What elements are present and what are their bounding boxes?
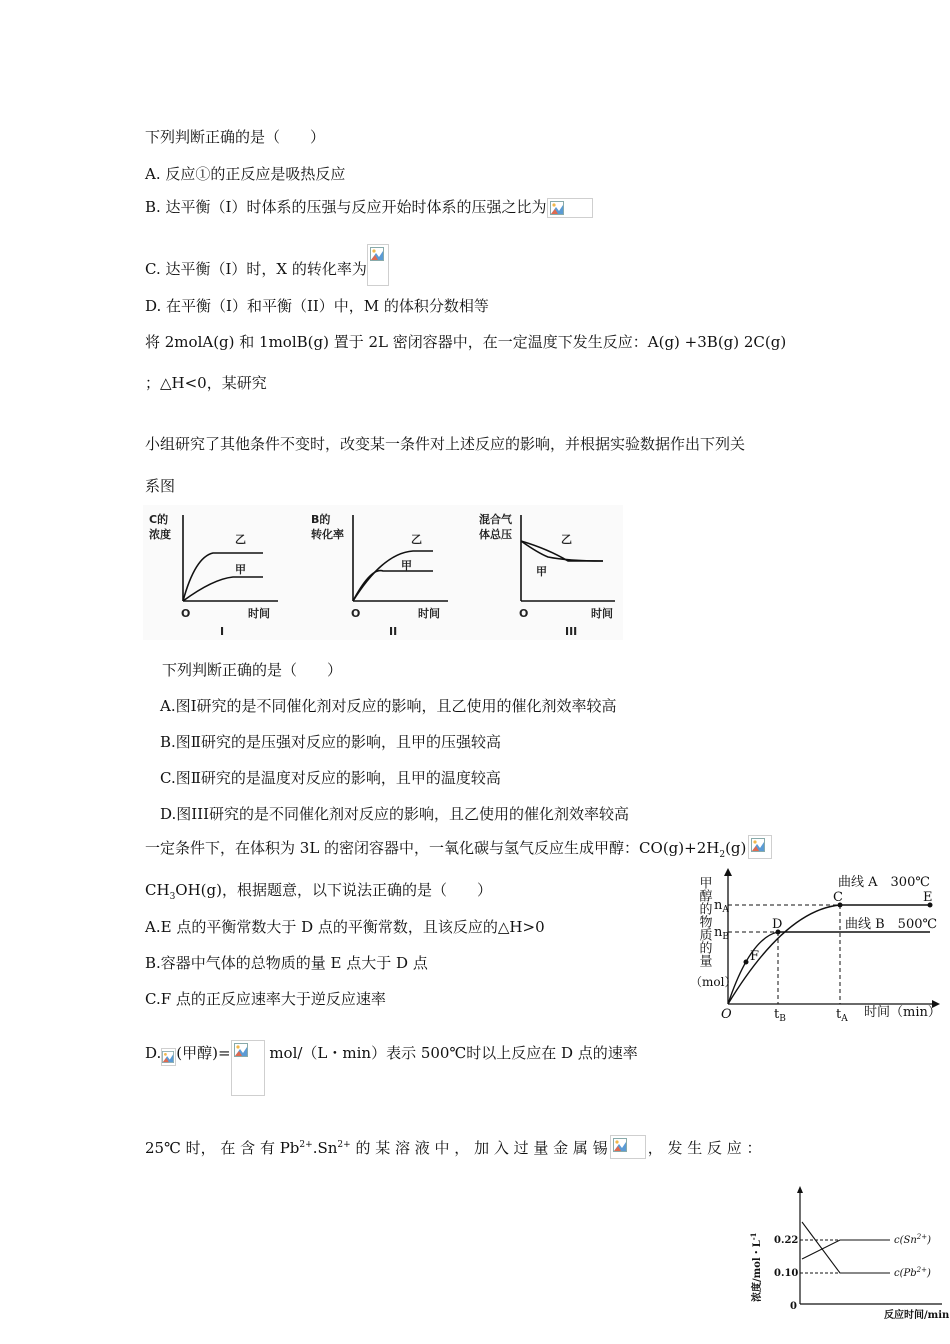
g2-origin: O xyxy=(351,607,361,620)
q4-curve-sn xyxy=(802,1240,890,1259)
q4-graph-xlabel: 反应时间/min xyxy=(884,1310,950,1321)
g2-ylabel2: 转化率 xyxy=(311,528,344,541)
q3-option-d-post: mol/（L・min）表示 500℃时以上反应在 D 点的速率 xyxy=(264,1044,638,1062)
q2-line2: ；△H<0，某研究 xyxy=(145,374,267,392)
q3-option-d-mid: (甲醇)= xyxy=(176,1044,231,1062)
q2-option-a: A.图Ⅰ研究的是不同催化剂对反应的影响，且乙使用的催化剂效率较高 xyxy=(160,697,617,715)
q2-option-d: D.图III研究的是不同催化剂对反应的影响，且乙使用的催化剂效率较高 xyxy=(160,805,630,823)
q3-graph-xlabel: 时间（min） xyxy=(864,1005,941,1020)
g1-origin: O xyxy=(181,607,191,620)
g1-roman: I xyxy=(220,625,225,638)
q3-curve-b-label: 曲线 B 500℃ xyxy=(845,917,938,932)
q3-label-tb: $t_B$ xyxy=(774,1007,786,1024)
q3-line1 xyxy=(145,835,772,865)
q4-line1-c: 的 某 溶 液 中 ， 加 入 过 量 金 属 锡 xyxy=(350,1139,608,1157)
q2-line3: 小组研究了其他条件不变时，改变某一条件对上述反应的影响，并根据实验数据作出下列关 xyxy=(145,435,746,453)
g2-roman: II xyxy=(389,625,398,638)
g1-upper-label: 乙 xyxy=(235,533,246,546)
g3-xlabel: 时间 xyxy=(591,607,613,620)
q2-line4: 系图 xyxy=(145,477,176,495)
q4-concentration-graph xyxy=(750,1186,948,1342)
g1-xlabel: 时间 xyxy=(248,607,270,620)
g3-origin: O xyxy=(519,607,529,620)
q4-origin: 0 xyxy=(790,1301,797,1312)
g3-ylabel2: 体总压 xyxy=(479,528,512,541)
q3-point-d-label: D xyxy=(772,917,783,932)
q3-option-c: C.F 点的正反应速率大于逆反应速率 xyxy=(145,990,386,1008)
g3-ylabel1: 混合气 xyxy=(479,513,512,526)
q1-option-b xyxy=(145,197,593,218)
q3-line1-text: 一定条件下，在体积为 3L 的密闭容器中，一氧化碳与氢气反应生成甲醇：CO(g)+2H xyxy=(145,839,720,857)
broken-image-icon xyxy=(610,1135,646,1159)
q1-option-d: D. 在平衡（I）和平衡（II）中，M 的体积分数相等 xyxy=(145,297,489,315)
q3-point-e-label: E xyxy=(923,890,933,905)
q3-graph-ylabel: 甲醇的物质的量 xyxy=(696,876,712,967)
q4-graph-ylabel: 浓度/mol・$L^{-1}$ xyxy=(749,1232,763,1302)
q4-y1: 0.22 xyxy=(774,1235,799,1246)
q3-line2-rest: OH(g)，根据题意，以下说法正确的是（ ） xyxy=(175,881,492,899)
broken-image-icon xyxy=(748,835,772,859)
q4-line1-b: .Sn xyxy=(312,1139,338,1157)
q3-option-b: B.容器中气体的总物质的量 E 点大于 D 点 xyxy=(145,954,428,972)
q3-option-d-pre: D. xyxy=(145,1044,162,1062)
q3-option-a: A.E 点的平衡常数大于 D 点的平衡常数，且该反应的△H>0 xyxy=(145,918,545,936)
q4-sup1: 2+ xyxy=(299,1140,313,1150)
q1-stem: 下列判断正确的是（ ） xyxy=(145,128,326,146)
q3-graph-yunit: （mol） xyxy=(690,975,737,989)
q4-sn-label: $c(Sn^{2+})$ xyxy=(894,1233,932,1246)
q2-option-b: B.图Ⅱ研究的是压强对反应的影响，且甲的压强较高 xyxy=(160,733,501,751)
q4-line1-a: 25℃ 时， 在 含 有 Pb xyxy=(145,1139,300,1157)
q1-option-c xyxy=(145,244,389,286)
broken-image-icon xyxy=(231,1040,265,1096)
broken-image-icon xyxy=(161,1048,176,1066)
g2-xlabel: 时间 xyxy=(418,607,440,620)
q1-option-c-text: C. 达平衡（I）时，X 的转化率为 xyxy=(145,260,367,278)
g1-ylabel1: C的 xyxy=(149,513,169,526)
g1-lower-label: 甲 xyxy=(235,563,246,576)
q2-line1: 将 2molA(g) 和 1molB(g) 置于 2L 密闭容器中，在一定温度下发生反应：A(g) +3B(g) 2C(g) xyxy=(145,333,787,351)
q1-option-a: A. 反应①的正反应是吸热反应 xyxy=(145,165,346,183)
q3-line1-sub: 2 xyxy=(719,850,726,860)
q3-curve-a-label: 曲线 A 300℃ xyxy=(838,875,930,890)
q3-curve-b xyxy=(728,932,930,1004)
q4-line1 xyxy=(145,1135,762,1159)
broken-image-icon xyxy=(367,244,389,286)
q3-option-d xyxy=(145,1040,638,1096)
q4-curve-pb xyxy=(802,1222,890,1273)
g2-ylabel1: B的 xyxy=(311,513,331,526)
g1-ylabel2: 浓度 xyxy=(149,528,171,541)
q3-line2-sub: 3 xyxy=(169,892,176,902)
q3-line2-pre: CH xyxy=(145,881,170,899)
q4-line1-d: ， 发 生 反 应 ： xyxy=(647,1139,762,1157)
q2-stem: 下列判断正确的是（ ） xyxy=(162,661,343,679)
q2-option-c: C.图Ⅱ研究的是温度对反应的影响，且甲的温度较高 xyxy=(160,769,501,787)
q3-label-na: $n_A$ xyxy=(714,898,729,915)
q3-label-origin: O xyxy=(721,1007,732,1022)
q3-point-c-label: C xyxy=(833,890,843,905)
g3-roman: III xyxy=(565,625,578,638)
q4-pb-label: $c(Pb^{2+})$ xyxy=(894,1266,931,1279)
q3-label-nb: $n_B$ xyxy=(714,925,729,942)
broken-image-icon xyxy=(547,198,593,218)
q3-point-f xyxy=(744,960,749,965)
q4-y2: 0.10 xyxy=(774,1268,799,1279)
q3-methanol-graph xyxy=(690,868,945,1028)
g3-lower-label: 甲 xyxy=(536,565,547,578)
g2-lower-label: 甲 xyxy=(401,559,412,572)
q3-point-f-label: F xyxy=(750,949,760,964)
g2-upper-label: 乙 xyxy=(411,533,422,546)
q3-line2 xyxy=(145,880,492,907)
q3-line1-end: (g) xyxy=(725,839,747,857)
q4-sup2: 2+ xyxy=(337,1140,351,1150)
g3-upper-label: 乙 xyxy=(561,533,572,546)
q2-relation-figure xyxy=(143,505,623,640)
q3-label-ta: $t_A$ xyxy=(836,1007,848,1024)
q1-option-b-text: B. 达平衡（I）时体系的压强与反应开始时体系的压强之比为 xyxy=(145,198,547,216)
